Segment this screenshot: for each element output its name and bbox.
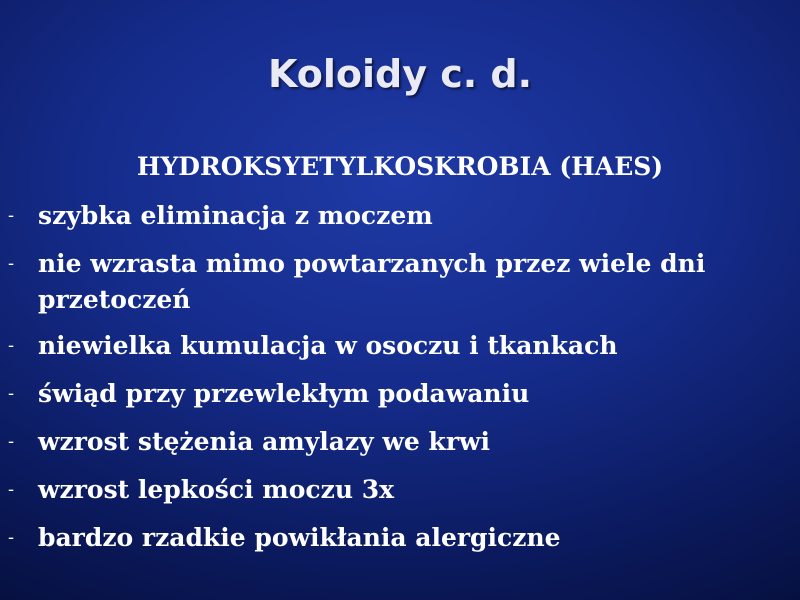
bullet-list [0,198,800,568]
slide-title: Koloidy c. d. [267,52,533,96]
bullet-dash: - [8,205,15,226]
bullet-text: wzrost lepkości moczu 3x [38,475,394,504]
bullet-dash: - [8,383,15,404]
bullet-item [0,424,800,460]
bullet-dash: - [8,253,15,274]
bullet-item [0,520,800,556]
bullet-dash: - [8,527,15,548]
bullet-text: bardzo rzadkie powikłania alergiczne [38,523,561,552]
bullet-dash: - [8,335,15,356]
bullet-item [0,246,800,318]
bullet-item [0,198,800,234]
bullet-text: świąd przy przewlekłym podawaniu [38,379,530,408]
bullet-dash: - [8,431,15,452]
bullet-text: szybka eliminacja z moczem [38,201,433,230]
bullet-item [0,376,800,412]
bullet-text: wzrost stężenia amylazy we krwi [38,427,491,456]
bullet-dash: - [8,479,15,500]
bullet-item [0,328,800,364]
slide-subtitle: HYDROKSYETYLKOSKROBIA (HAES) [136,152,664,181]
bullet-text: nie wzrasta mimo powtarzanych przez wiele dni przetoczeń [38,249,706,314]
bullet-text: niewielka kumulacja w osoczu i tkankach [38,331,618,360]
bullet-item [0,472,800,508]
